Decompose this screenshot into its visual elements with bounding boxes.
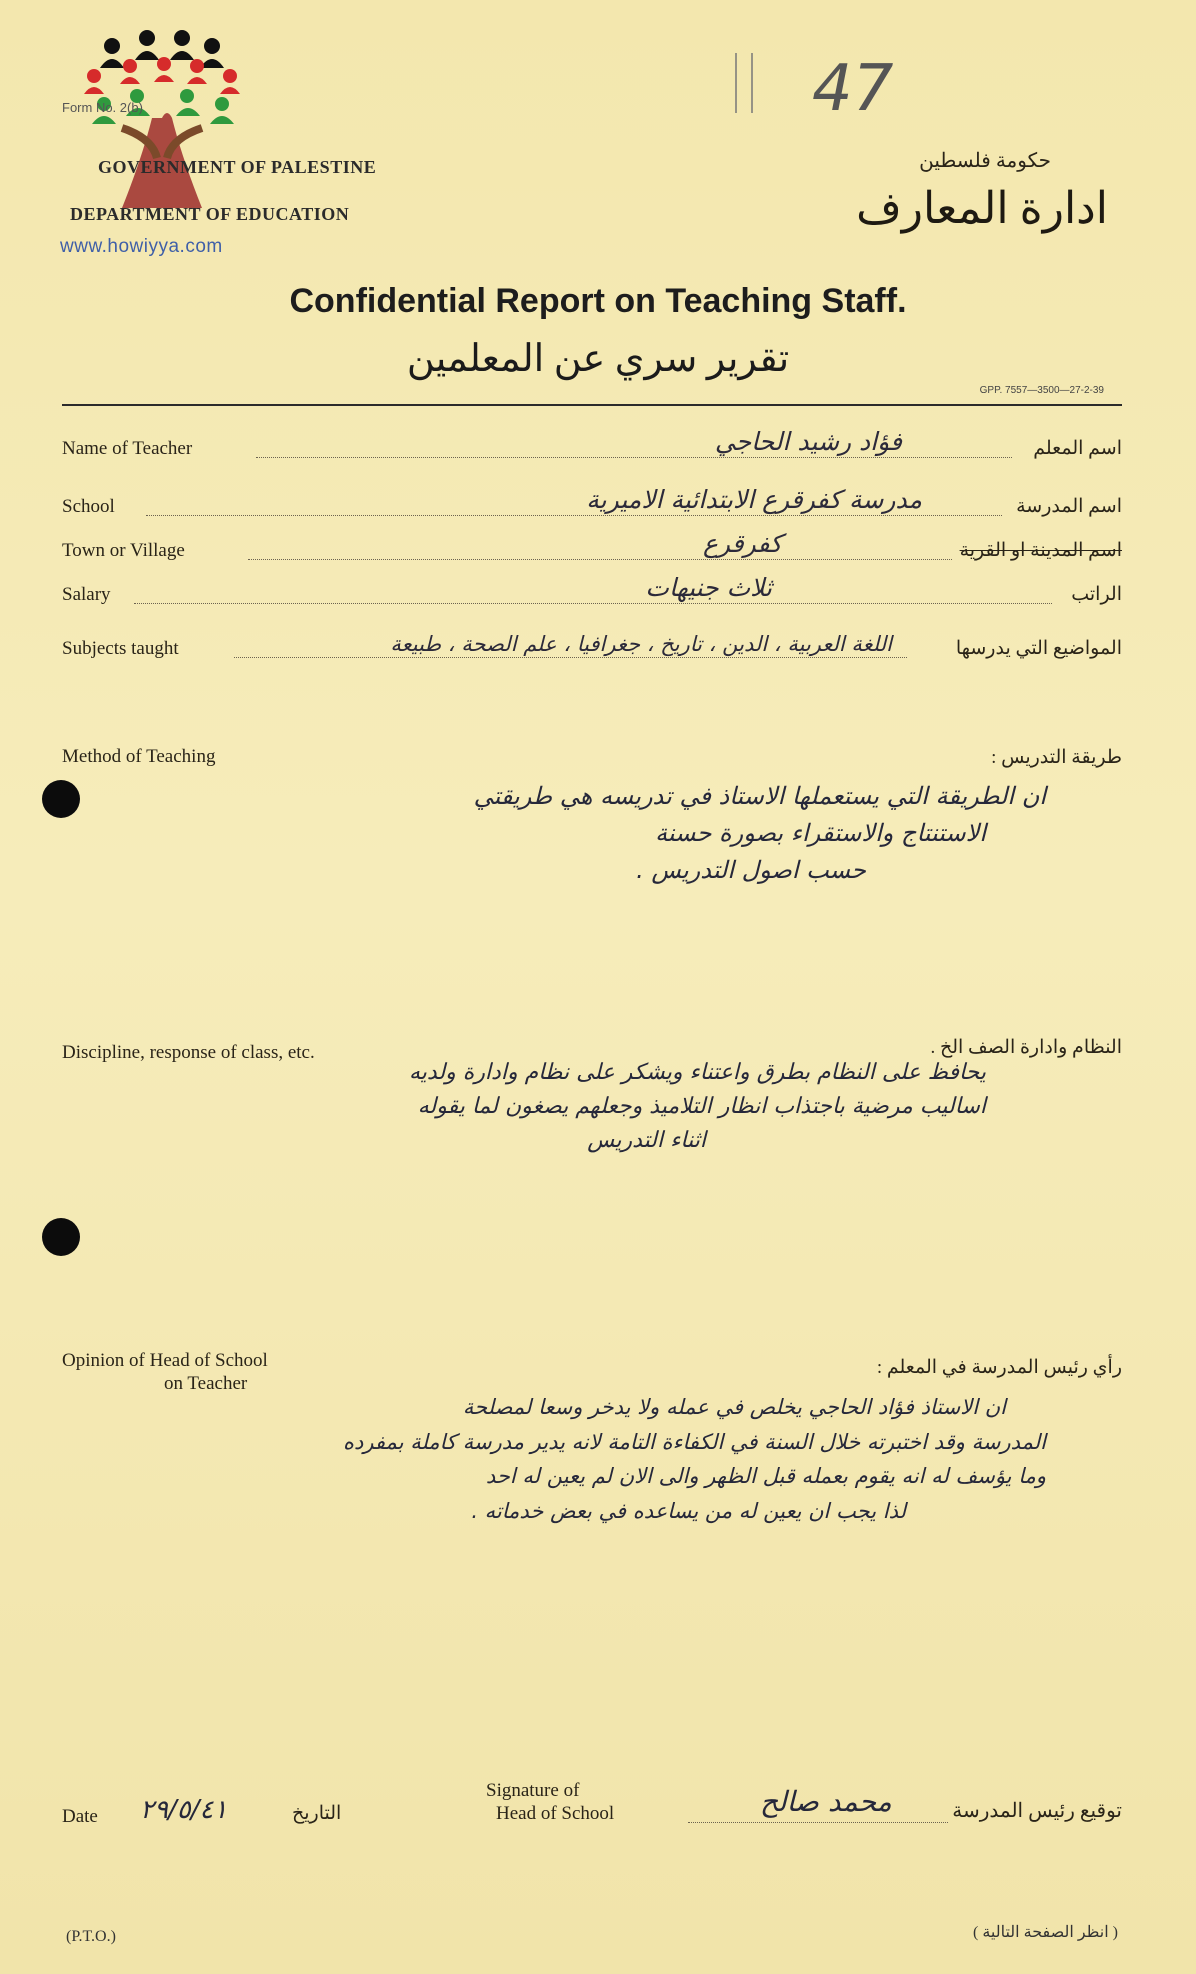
report-title-en: Confidential Report on Teaching Staff. xyxy=(289,282,907,320)
dotted-line xyxy=(256,457,1012,458)
field-label-en: Subjects taught xyxy=(62,638,179,659)
date-label-en: Date xyxy=(62,1806,98,1827)
department-heading-ar: ادارة المعارف xyxy=(856,184,1108,233)
tick-marks xyxy=(728,48,768,118)
pto-en: (P.T.O.) xyxy=(66,1928,116,1945)
field-value: ثلاث جنيهات xyxy=(645,573,772,602)
field-label-en: School xyxy=(62,496,115,517)
field-school xyxy=(62,485,1122,524)
field-label-en: Name of Teacher xyxy=(62,438,193,459)
date-label-ar: التاريخ xyxy=(292,1803,342,1824)
method-label-ar: طريقة التدريس : xyxy=(991,747,1122,768)
punch-hole xyxy=(42,780,80,818)
opinion-label-line: Opinion of Head of School xyxy=(62,1350,268,1371)
government-heading-ar: حكومة فلسطين xyxy=(919,150,1051,172)
watermark-url: www.howiyya.com xyxy=(60,236,223,257)
signature-label-line: Signature of xyxy=(486,1780,580,1801)
field-label-en: Town or Village xyxy=(62,540,185,561)
handwritten-line: ان الطريقة التي يستعملها الاستاذ في تدريسه هي طريقتي xyxy=(473,782,1046,810)
handwritten-page-number: 47 xyxy=(812,52,894,126)
field-label-ar: الراتب xyxy=(1071,584,1122,605)
header-divider xyxy=(62,404,1122,406)
opinion-label-en xyxy=(62,1350,268,1396)
field-value: كفرقرع xyxy=(702,529,782,558)
opinion-label-line: on Teacher xyxy=(164,1372,248,1394)
method-label-en: Method of Teaching xyxy=(62,746,216,767)
field-value: اللغة العربية ، الدين ، تاريخ ، جغرافيا ، علم الصحة ، طبيعة xyxy=(390,632,892,656)
field-value: فؤاد رشيد الحاجي xyxy=(714,427,902,456)
signature-label-line: Head of School xyxy=(496,1802,615,1824)
pto-ar: ( انظر الصفحة التالية ) xyxy=(972,1924,1118,1941)
handwritten-line: اثناء التدريس xyxy=(587,1128,706,1154)
method-handwriting xyxy=(286,778,1046,890)
opinion-handwriting xyxy=(146,1390,1046,1529)
government-heading-en: GOVERNMENT OF PALESTINE xyxy=(98,157,377,177)
field-name-of-teacher xyxy=(62,427,1122,466)
print-code: GPP. 7557—3500—27-2-39 xyxy=(979,385,1104,396)
handwritten-line: الاستنتاج والاستقراء بصورة حسنة xyxy=(655,819,986,848)
discipline-label-en: Discipline, response of class, etc. xyxy=(62,1042,315,1063)
handwritten-line: لذا يجب ان يعين له من يساعده في بعض خدماته . xyxy=(471,1498,906,1523)
handwritten-line: ان الاستاذ فؤاد الحاجي يخلص في عمله ولا يدخر وسعا لمصلحة xyxy=(462,1395,1006,1419)
field-label-en: Salary xyxy=(62,584,111,605)
handwritten-line: المدرسة وقد اختبرته خلال السنة في الكفاءة التامة لانه يدير مدرسة كاملة بمفرده xyxy=(342,1429,1046,1454)
signature-label-en xyxy=(486,1780,614,1826)
opinion-label-ar: رأي رئيس المدرسة في المعلم : xyxy=(876,1357,1122,1378)
dotted-line xyxy=(234,657,907,658)
field-town-or-village xyxy=(62,529,1122,568)
handwritten-line: يحافظ على النظام بطرق واعتناء ويشكر على نظام وادارة ولديه xyxy=(409,1060,986,1085)
head-signature: محمد صالح xyxy=(760,1785,892,1818)
discipline-label-ar: النظام وادارة الصف الخ . xyxy=(930,1037,1122,1058)
field-subjects-taught xyxy=(62,632,1122,666)
field-salary xyxy=(62,573,1122,612)
dotted-line xyxy=(134,603,1052,604)
dotted-line xyxy=(248,559,952,560)
howiyya-tree-logo-icon xyxy=(82,28,242,218)
signature-label-ar: توقيع رئيس المدرسة xyxy=(952,1800,1122,1822)
handwritten-line: وما يؤسف له انه يقوم بعمله قبل الظهر والى الان لم يعين له احد xyxy=(485,1464,1046,1489)
department-heading-en: DEPARTMENT OF EDUCATION xyxy=(70,204,350,224)
field-value: مدرسة كفرقرع الابتدائية الاميرية xyxy=(586,485,922,514)
report-title-ar: تقرير سري عن المعلمين xyxy=(406,338,790,380)
date-value: ٢٩/٥/٤١ xyxy=(140,1795,228,1825)
field-label-ar: اسم المدينة او القرية xyxy=(959,540,1122,561)
handwritten-line: حسب اصول التدريس . xyxy=(636,856,866,885)
field-label-ar: اسم المعلم xyxy=(1033,438,1122,459)
discipline-handwriting xyxy=(206,1056,986,1158)
punch-hole xyxy=(42,1218,80,1256)
dotted-line xyxy=(146,515,1002,516)
form-number: Form No. 2(b) xyxy=(62,100,143,115)
field-label-ar: اسم المدرسة xyxy=(1016,496,1122,517)
field-label-ar: المواضيع التي يدرسها xyxy=(955,638,1122,659)
handwritten-line: اساليب مرضية باجتذاب انظار التلاميذ وجعلهم يصغون لما يقوله xyxy=(417,1094,986,1120)
